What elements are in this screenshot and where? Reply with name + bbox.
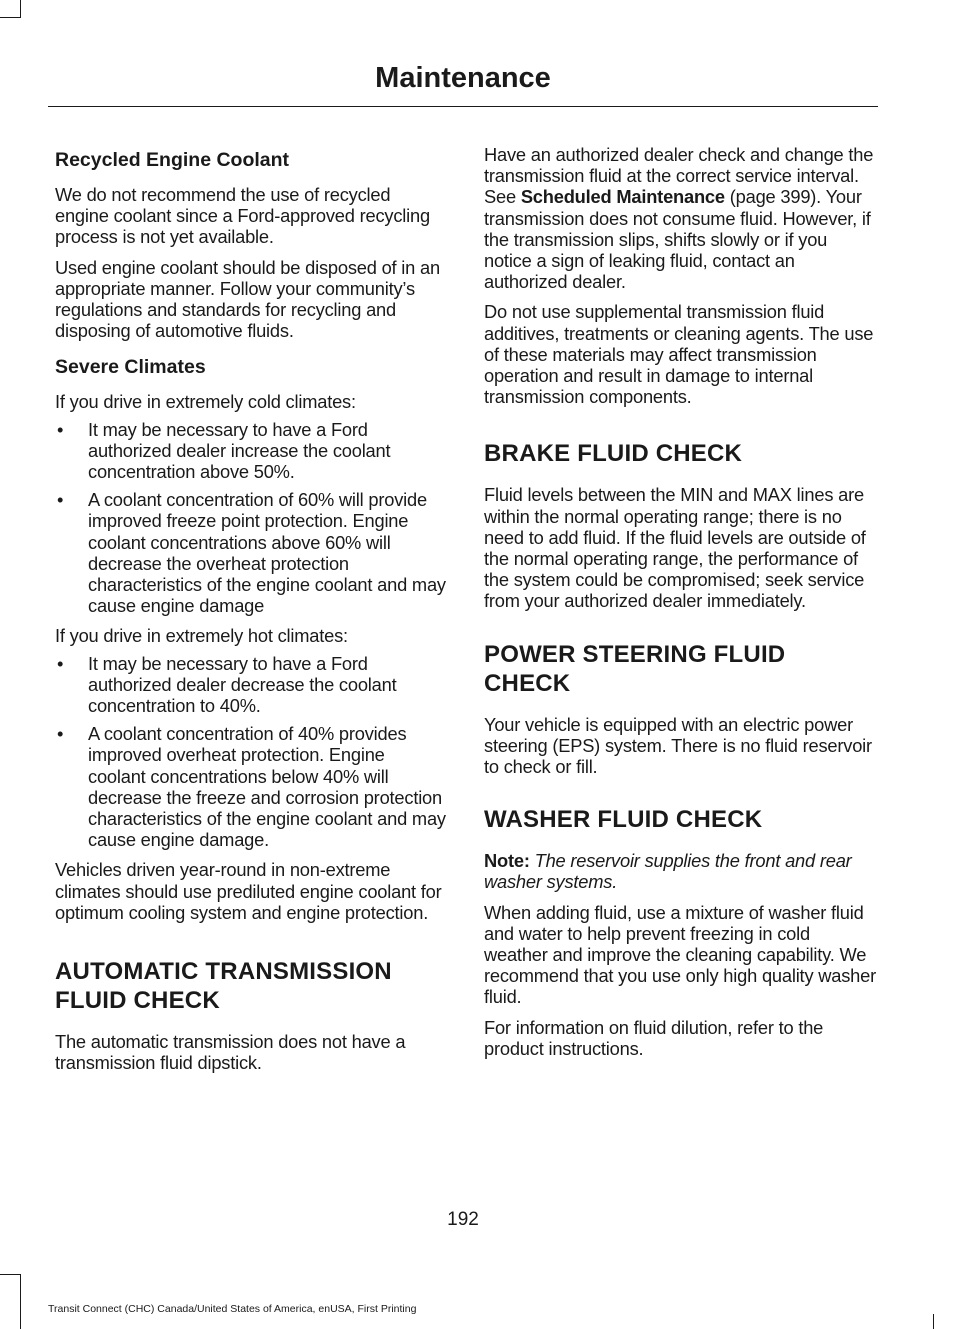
brake-fluid-heading: BRAKE FLUID CHECK [484,440,743,468]
page-number: 192 [447,1209,479,1230]
bullet-icon: • [57,489,64,511]
power-steering-paragraph: Your vehicle is equipped with an electric power steering (EPS) system. There is no fluid reservoir to check or fill. [484,713,872,778]
scheduled-maintenance-link[interactable]: Scheduled Maintenance [520,186,725,208]
note-text: The reservoir supplies the front and rear washer systems. [484,850,852,893]
list-item: • It may be necessary to have a Ford authorized dealer increase the coolant concentration above 50%. [57,418,391,483]
washer-fluid-paragraph-1: When adding fluid, use a mixture of washer fluid and water to help prevent freezing in cold weather and improve the cleaning capability. We recommend that you use only high quality washer fluid. [484,901,876,1008]
list-item: • A coolant concentration of 60% will provide improved freeze point protection. Engine coolant concentrations above 60% will decrease the overheat protection characteristics of the engine coolant and may cause engine damage [57,489,446,617]
recycled-coolant-paragraph-2: Used engine coolant should be disposed of in an appropriate manner. Follow your community’s regulations and standards for recycling and disposing of automotive fluids. [55,256,440,342]
cold-climates-intro: If you drive in extremely cold climates: [55,391,356,413]
list-item: • It may be necessary to have a Ford authorized dealer decrease the coolant concentration to 40%. [57,652,397,717]
severe-climates-heading: Severe Climates [55,356,206,379]
bullet-icon: • [57,652,64,674]
severe-climates-closing: Vehicles driven year-round in non-extreme climates should use prediluted engine coolant for optimum cooling system and engine protection. [55,859,442,923]
bullet-icon: • [57,418,64,440]
crop-mark [0,1274,20,1275]
left-column [55,144,447,1083]
bullet-icon: • [57,723,64,745]
recycled-coolant-paragraph-1: We do not recommend the use of recycled engine coolant since a Ford-approved recycling process is not yet available. [55,184,430,248]
washer-fluid-paragraph-2: For information on fluid dilution, refer to the product instructions. [484,1016,824,1059]
page-title: Maintenance [375,62,551,94]
auto-transmission-paragraph-3: Do not use supplemental transmission fluid additives, treatments or cleaning agents. The use of these materials may affect transmission operation and result in damage to internal transmission components. [484,301,874,408]
crop-mark [20,1274,21,1329]
recycled-coolant-heading: Recycled Engine Coolant [55,149,290,171]
hot-climates-intro: If you drive in extremely hot climates: [55,625,348,647]
brake-fluid-paragraph: Fluid levels between the MIN and MAX lines are within the normal operating range; there is no need to add fluid. If the fluid levels are outside of the normal operating range, the performance of the system could be compromised; seek service from your authorized dealer immediately. [484,484,866,612]
crop-mark [933,1314,934,1329]
power-steering-heading: POWER STEERING FLUID CHECK [484,640,786,697]
auto-transmission-paragraph-2: Have an authorized dealer check and change the transmission fluid at the correct service interval. See Scheduled Maintenance (page 399). Your transmission does not consume fluid. However, if the transmission slips, shifts slowly or if you notice a sign of leaking fluid, contact an authorized dealer. [484,144,874,293]
list-item: • A coolant concentration of 40% provides improved overheat protection. Engine coolant concentrations below 40% will decrease the freeze and corrosion protection characteristics of the engine coolant and may cause engine damage. [57,723,446,851]
washer-note [484,850,876,892]
auto-transmission-paragraph-1: The automatic transmission does not have a transmission fluid dipstick. [55,1031,406,1074]
crop-mark [20,0,21,18]
auto-transmission-heading: AUTOMATIC TRANSMISSION FLUID CHECK [55,958,392,1015]
header-divider [48,106,878,107]
cold-climate-list [55,419,447,617]
note-label: Note: [484,850,530,872]
crop-mark [0,17,20,18]
washer-fluid-heading: WASHER FLUID CHECK [484,806,763,834]
footer-text: Transit Connect (CHC) Canada/United States of America, enUSA, First Printing [48,1303,417,1315]
hot-climate-list [55,653,447,851]
right-column [484,144,876,1068]
